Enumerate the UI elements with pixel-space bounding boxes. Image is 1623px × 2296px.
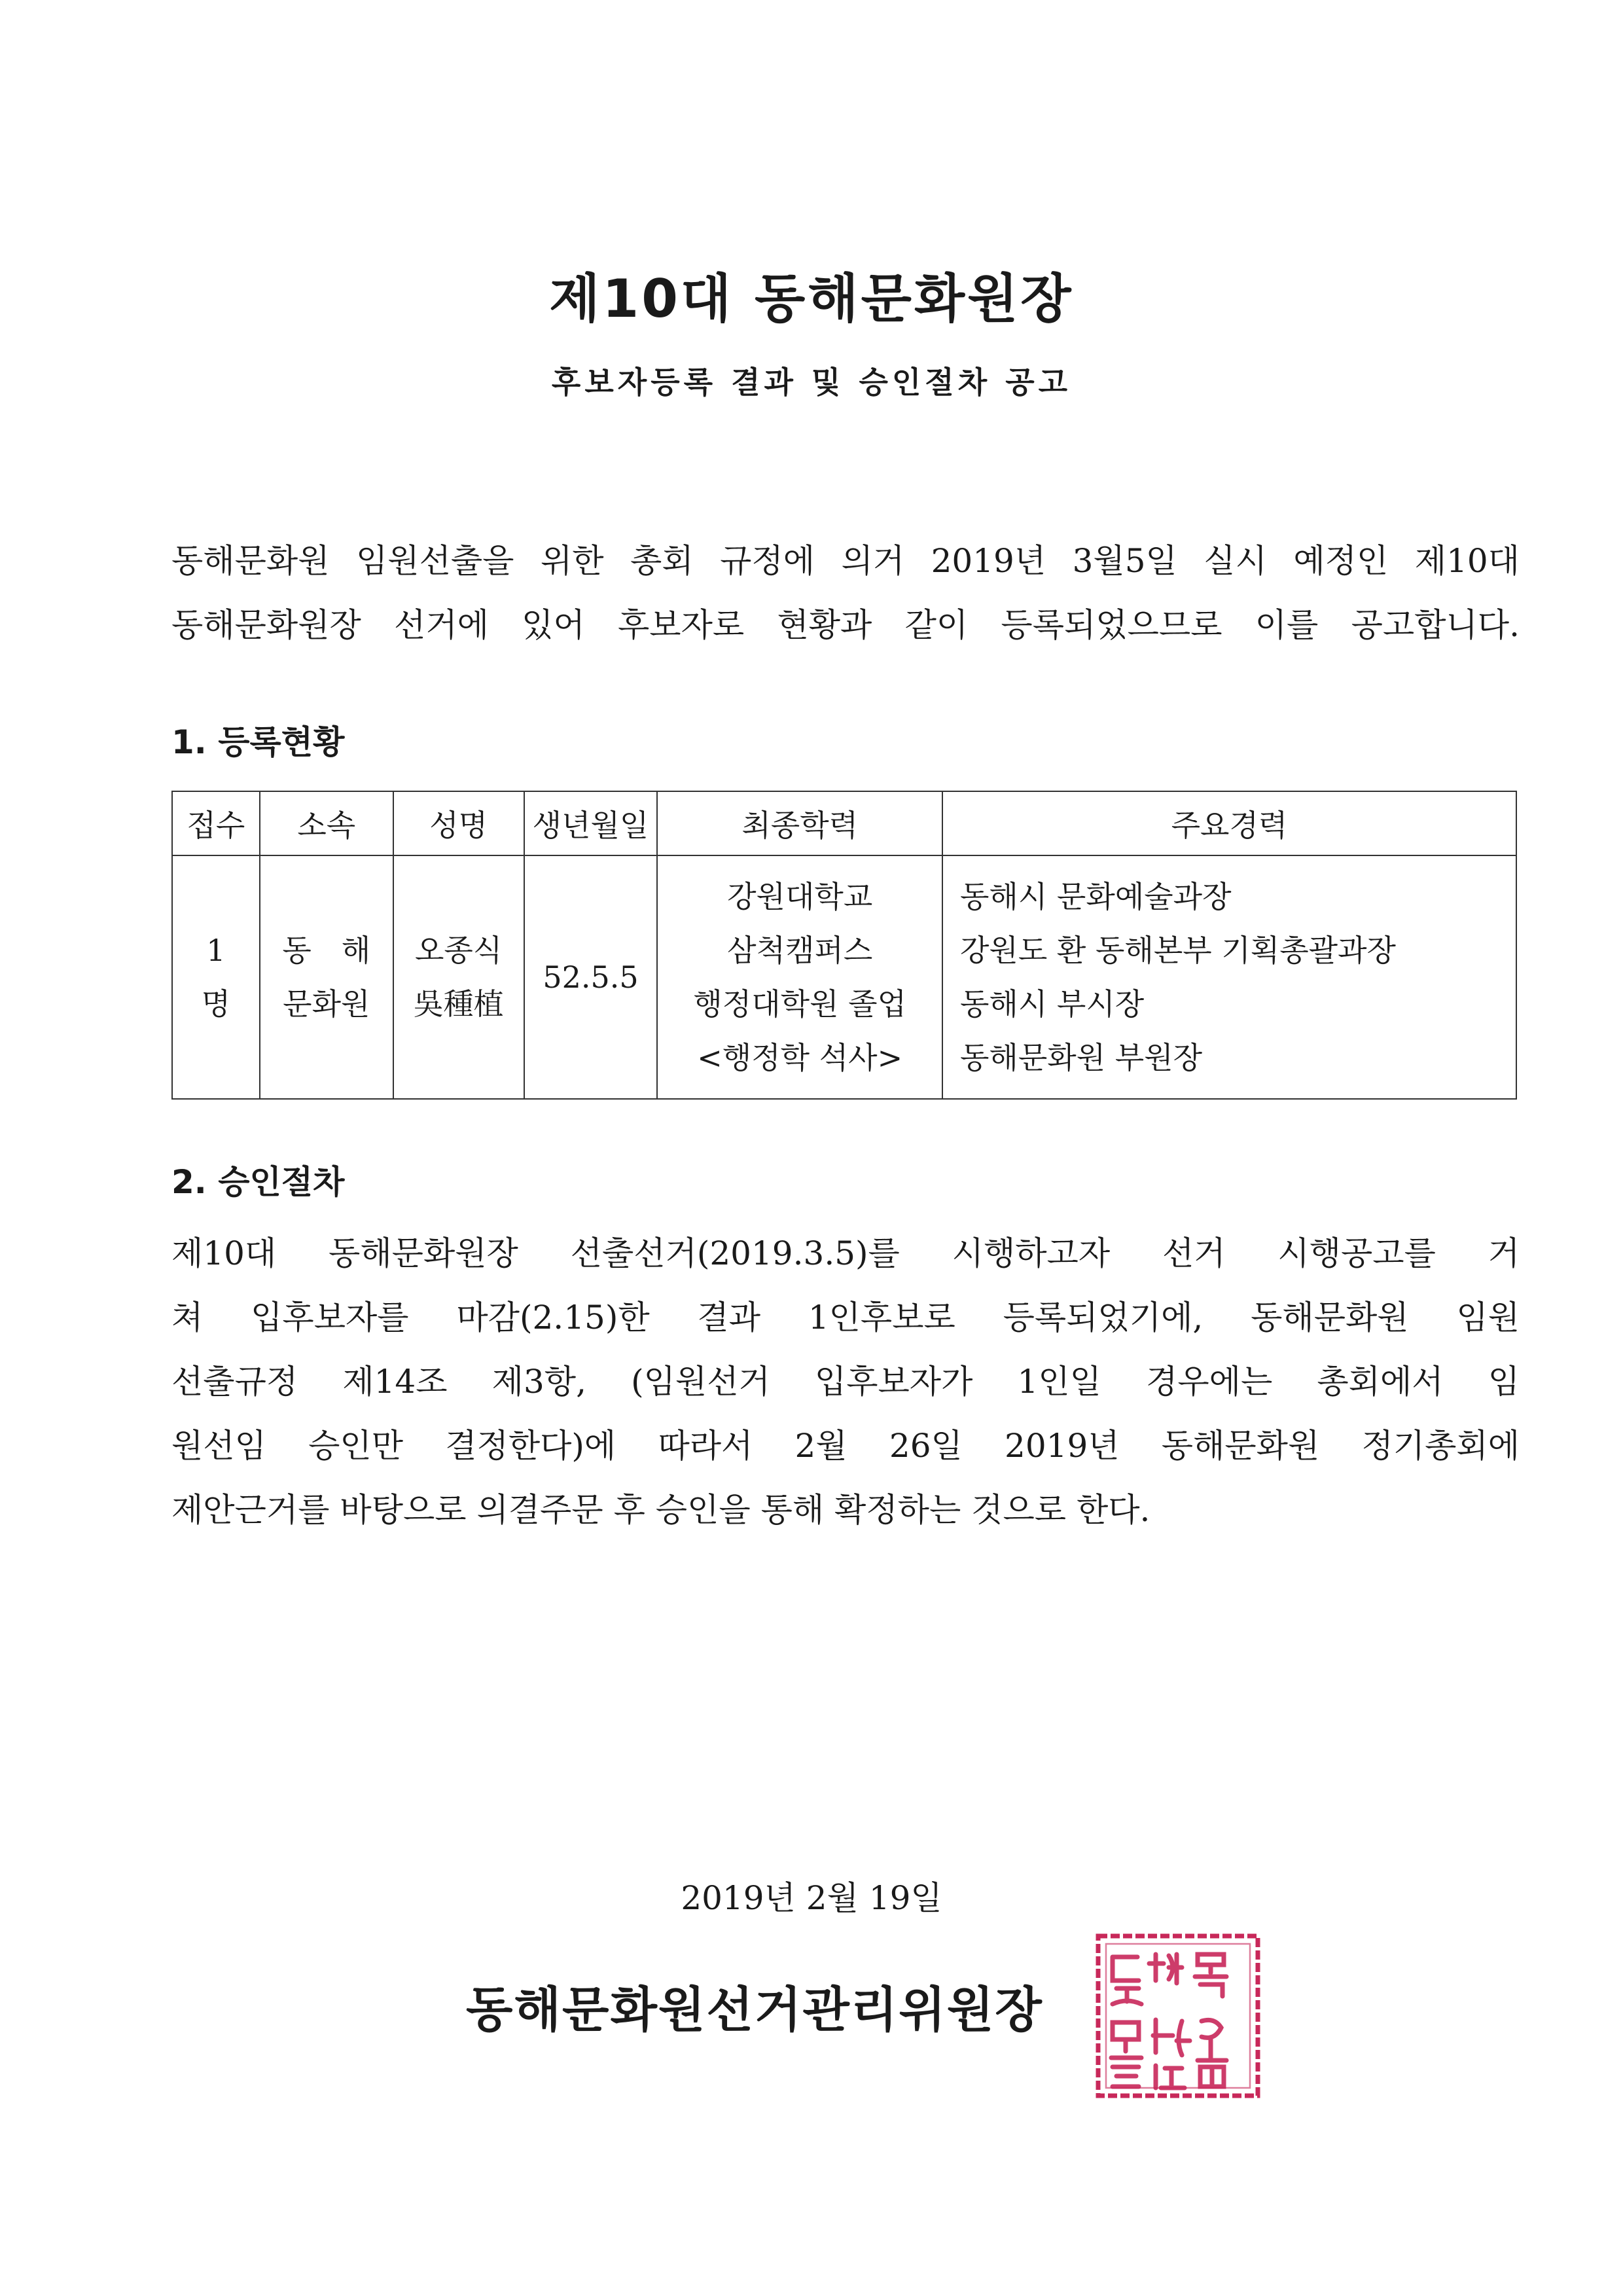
- cell-line: 삼척캠퍼스: [727, 933, 873, 968]
- approval-line: 원선임 승인만 결정한다)에 따라서 2월 26일 2019년 동해문화원 정기총회에: [171, 1427, 1520, 1465]
- intro-line: 동해문화원장 선거에 있어 후보자로 현황과 같이 등록되었으므로 이를 공고합니다.: [171, 606, 1520, 644]
- column-header-affiliation: 소속: [260, 791, 393, 855]
- registration-table: [171, 791, 1517, 1100]
- cell-career: [942, 855, 1516, 1099]
- approval-line: 제10대 동해문화원장 선출선거(2019.3.5)를 시행하고자 선거 시행공고를 거: [171, 1234, 1520, 1272]
- page-title: 제10대 동해문화원장: [549, 268, 1074, 329]
- cell-line: 문화원: [283, 986, 370, 1022]
- cell-line: 동해시 부시장: [959, 986, 1145, 1022]
- column-header-career: 주요경력: [942, 791, 1516, 855]
- official-seal: [1093, 1931, 1263, 2101]
- cell-line: 강원대학교: [727, 879, 873, 914]
- approval-line: 쳐 입후보자를 마감(2.15)한 결과 1인후보로 등록되었기에, 동해문화원 임원: [171, 1299, 1520, 1336]
- cell-affiliation: [260, 855, 393, 1099]
- column-header-education: 최종학력: [657, 791, 942, 855]
- announcement-date: 2019년 2월 19일: [681, 1879, 942, 1917]
- cell-line: 吳種植: [413, 986, 504, 1022]
- cell-line: 동해문화원 부원장: [959, 1040, 1203, 1075]
- cell-line: 동 해: [282, 933, 371, 968]
- cell-line: <행정학 석사>: [697, 1040, 903, 1075]
- section-heading-registration: 1. 등록현황: [171, 723, 345, 761]
- approval-line: 제안근거를 바탕으로 의결주문 후 승인을 통해 확정하는 것으로 한다.: [171, 1491, 1150, 1529]
- column-header-birthdate: 생년월일: [524, 791, 658, 855]
- cell-education: [657, 855, 942, 1099]
- intro-line: 동해문화원 임원선출을 위한 총회 규정에 의거 2019년 3월5일 실시 예정인 제10대: [171, 542, 1520, 580]
- cell-line: 동해시 문화예술과장: [959, 879, 1232, 914]
- cell-receipt: [172, 855, 260, 1099]
- cell-name: [393, 855, 524, 1099]
- column-header-name: 성명: [393, 791, 524, 855]
- cell-line: 오종식: [414, 933, 503, 968]
- page-subtitle: 후보자등록 결과 및 승인절차 공고: [551, 365, 1072, 400]
- cell-line: 1: [206, 933, 226, 968]
- table-row: [172, 855, 1516, 1099]
- cell-line: 행정대학원 졸업: [693, 986, 907, 1022]
- intro-paragraph: [171, 529, 1520, 657]
- cell-line: 강원도 환 동해본부 기획총괄과장: [959, 933, 1396, 968]
- approval-paragraph: [171, 1221, 1520, 1542]
- cell-birthdate: 52.5.5: [524, 855, 658, 1099]
- issuer-name: 동해문화원선거관리위원장: [466, 1982, 1043, 2038]
- approval-line: 선출규정 제14조 제3항, (임원선거 입후보자가 1인일 경우에는 총회에서 임: [171, 1363, 1520, 1401]
- column-header-receipt: 접수: [172, 791, 260, 855]
- table-header-row: [172, 791, 1516, 855]
- section-heading-approval: 2. 승인절차: [171, 1163, 345, 1201]
- cell-line: 명: [201, 986, 231, 1022]
- seal-stamp-icon: [1093, 1931, 1263, 2101]
